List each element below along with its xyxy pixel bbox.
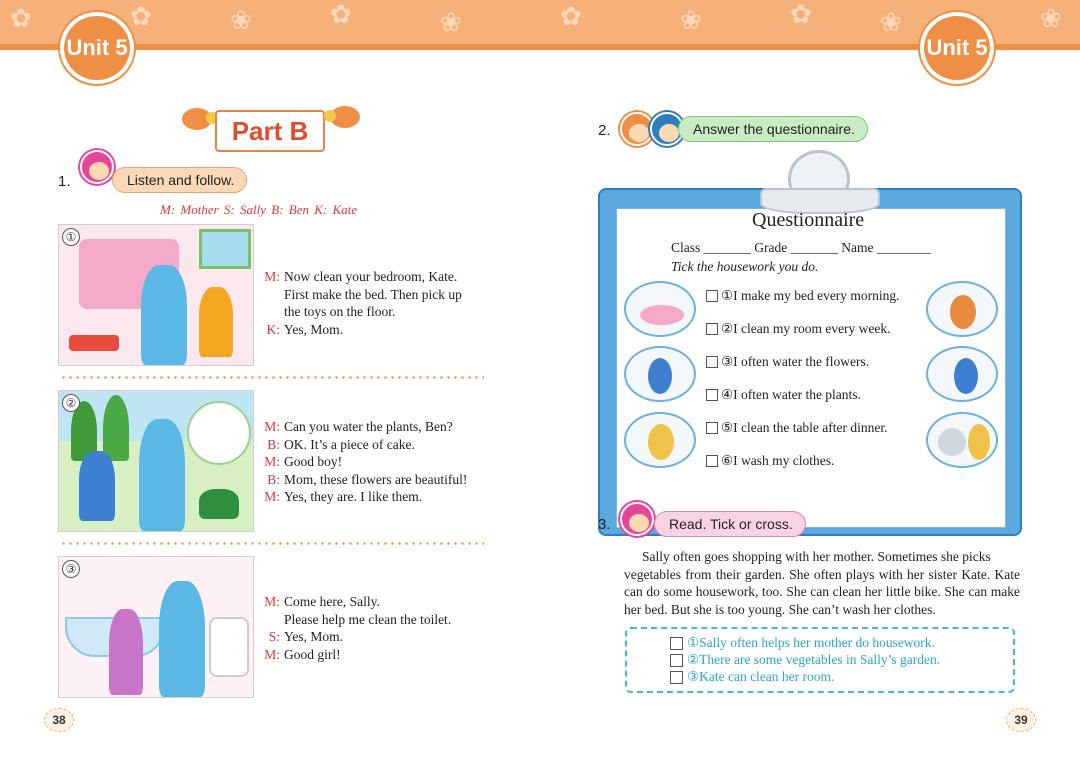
dialog-line: Yes, Mom.	[284, 321, 344, 337]
kid-reading-icon	[620, 502, 654, 536]
speaker-label: B:	[267, 471, 280, 487]
flower-icon: ✿	[10, 4, 32, 34]
unit-badge-right: Unit 5	[920, 12, 994, 84]
speaker-label: B:	[267, 436, 280, 452]
dialog-line: Now clean your bedroom, Kate.	[284, 269, 458, 284]
speaker-label: M:	[264, 419, 280, 434]
checkbox[interactable]	[706, 455, 718, 467]
speaker-label: M:	[264, 489, 280, 504]
activity1-number: 1.	[58, 173, 71, 190]
mother-figure	[139, 419, 185, 531]
activity3-instruction: Read. Tick or cross.	[654, 511, 806, 537]
statement-item[interactable]: ①Sally often helps her mother do housework.	[670, 635, 935, 651]
header-band	[0, 0, 1080, 48]
mother-figure	[141, 265, 187, 365]
reading-first-line: Sally often goes shopping with her mother. Sometimes she picks	[642, 549, 991, 564]
kid-headphones-icon	[80, 150, 114, 184]
clean-room-illustration	[926, 281, 998, 337]
flower-icon: ✿	[560, 2, 582, 32]
scene-number: ②	[62, 394, 80, 412]
speaker-label: M:	[264, 646, 280, 662]
flower-icon: ❀	[680, 6, 702, 36]
questionnaire-title: Questionnaire	[752, 209, 865, 231]
speaker-legend: M: Mother S: Sally B: Ben K: Kate	[160, 202, 358, 217]
checkbox[interactable]	[670, 671, 683, 684]
reading-passage	[624, 548, 1020, 618]
dialog-line: OK. It’s a piece of cake.	[284, 436, 415, 452]
dotted-divider	[60, 542, 484, 545]
dialog-scene-1	[262, 268, 462, 338]
speaker-label	[262, 286, 284, 304]
flower-icon: ❀	[230, 6, 252, 36]
dialog-line: Good boy!	[284, 454, 343, 469]
dialog-line: Please help me clean the toilet.	[284, 611, 452, 627]
dialog-scene-2	[262, 418, 467, 506]
dialog-line: Mom, these flowers are beautiful!	[284, 471, 468, 487]
dialog-line: the toys on the floor.	[284, 304, 396, 319]
questionnaire-item[interactable]: ⑥I wash my clothes.	[706, 453, 834, 469]
tree-shape	[103, 395, 129, 461]
wash-clothes-illustration	[926, 412, 998, 468]
questionnaire-item[interactable]: ①I make my bed every morning.	[706, 288, 900, 304]
flower-icon: ✿	[330, 0, 352, 30]
questionnaire-item[interactable]: ④I often water the plants.	[706, 387, 861, 403]
speaker-label	[262, 611, 284, 629]
activity2-number: 2.	[598, 122, 611, 139]
dialog-line: Yes, Mom.	[284, 629, 344, 644]
questionnaire-item[interactable]: ③I often water the flowers.	[706, 354, 869, 370]
speaker-label: M:	[264, 594, 280, 609]
activity2-instruction: Answer the questionnaire.	[678, 116, 868, 142]
header-divider	[0, 44, 1080, 50]
questionnaire-item[interactable]: ⑤I clean the table after dinner.	[706, 420, 888, 436]
dialog-line: First make the bed. Then pick up	[284, 286, 462, 302]
dialog-line: Yes, they are. I like them.	[284, 489, 423, 504]
scene-bathroom-illustration	[58, 556, 254, 698]
checkbox[interactable]	[670, 637, 683, 650]
speaker-label: S:	[268, 629, 280, 644]
activity3-number: 3.	[598, 516, 611, 533]
activity1-instruction: Listen and follow.	[112, 167, 247, 193]
girl-figure	[109, 609, 143, 695]
toilet-shape	[209, 617, 249, 677]
kid-question-icon	[620, 112, 654, 146]
dotted-divider	[60, 376, 484, 379]
unit-badge-left: Unit 5	[60, 12, 134, 84]
water-flowers-illustration	[624, 346, 696, 402]
flower-icon: ✿	[790, 0, 812, 30]
clean-table-illustration	[624, 412, 696, 468]
questionnaire-instruction: Tick the housework you do.	[671, 259, 819, 274]
toy-shape	[69, 335, 119, 351]
checkbox[interactable]	[706, 356, 718, 368]
make-bed-illustration	[624, 281, 696, 337]
plant-zoom-bubble	[187, 401, 251, 465]
flower-icon: ❀	[440, 8, 462, 38]
page-number-left: 38	[44, 708, 74, 732]
part-title: Part B	[215, 110, 325, 152]
scene-bedroom-illustration	[58, 224, 254, 366]
scene-number: ①	[62, 228, 80, 246]
flower-icon: ❀	[880, 8, 902, 38]
dialog-line: Come here, Sally.	[284, 594, 380, 609]
checkbox[interactable]	[706, 290, 718, 302]
dialog-scene-3	[262, 593, 451, 663]
potted-plants-shape	[199, 489, 239, 519]
dialog-line: Can you water the plants, Ben?	[284, 419, 453, 434]
questionnaire-item[interactable]: ②I clean my room every week.	[706, 321, 891, 337]
speaker-label: M:	[264, 454, 280, 469]
speaker-label: M:	[264, 269, 280, 284]
statement-item[interactable]: ②There are some vegetables in Sally’s garden.	[670, 652, 940, 668]
scene-garden-illustration	[58, 390, 254, 532]
reading-rest: vegetables from their garden. She often plays with her sister Kate. Kate can do some housework, too. She can clean her little bike. She can make her bed. But she is too young. She can’t wash her clothes.	[624, 566, 1020, 617]
girl-figure	[199, 287, 233, 357]
statement-item[interactable]: ③Kate can clean her room.	[670, 669, 834, 685]
water-plants-illustration	[926, 346, 998, 402]
page-number-right: 39	[1006, 708, 1036, 732]
dialog-line: Good girl!	[284, 646, 341, 662]
speaker-label: K:	[266, 321, 280, 337]
boy-figure	[79, 451, 115, 521]
checkbox[interactable]	[706, 422, 718, 434]
bird-icon	[330, 106, 360, 128]
checkbox[interactable]	[706, 323, 718, 335]
questionnaire-fields[interactable]: Class _______ Grade _______ Name ________	[671, 240, 931, 255]
mother-figure	[159, 581, 205, 697]
bird-icon	[182, 108, 212, 130]
scene-number: ③	[62, 560, 80, 578]
flower-icon: ❀	[1040, 4, 1062, 34]
speaker-label	[262, 303, 284, 321]
checkbox[interactable]	[670, 654, 683, 667]
flower-icon: ✿	[130, 2, 152, 32]
checkbox[interactable]	[706, 389, 718, 401]
window-shape	[199, 229, 251, 269]
